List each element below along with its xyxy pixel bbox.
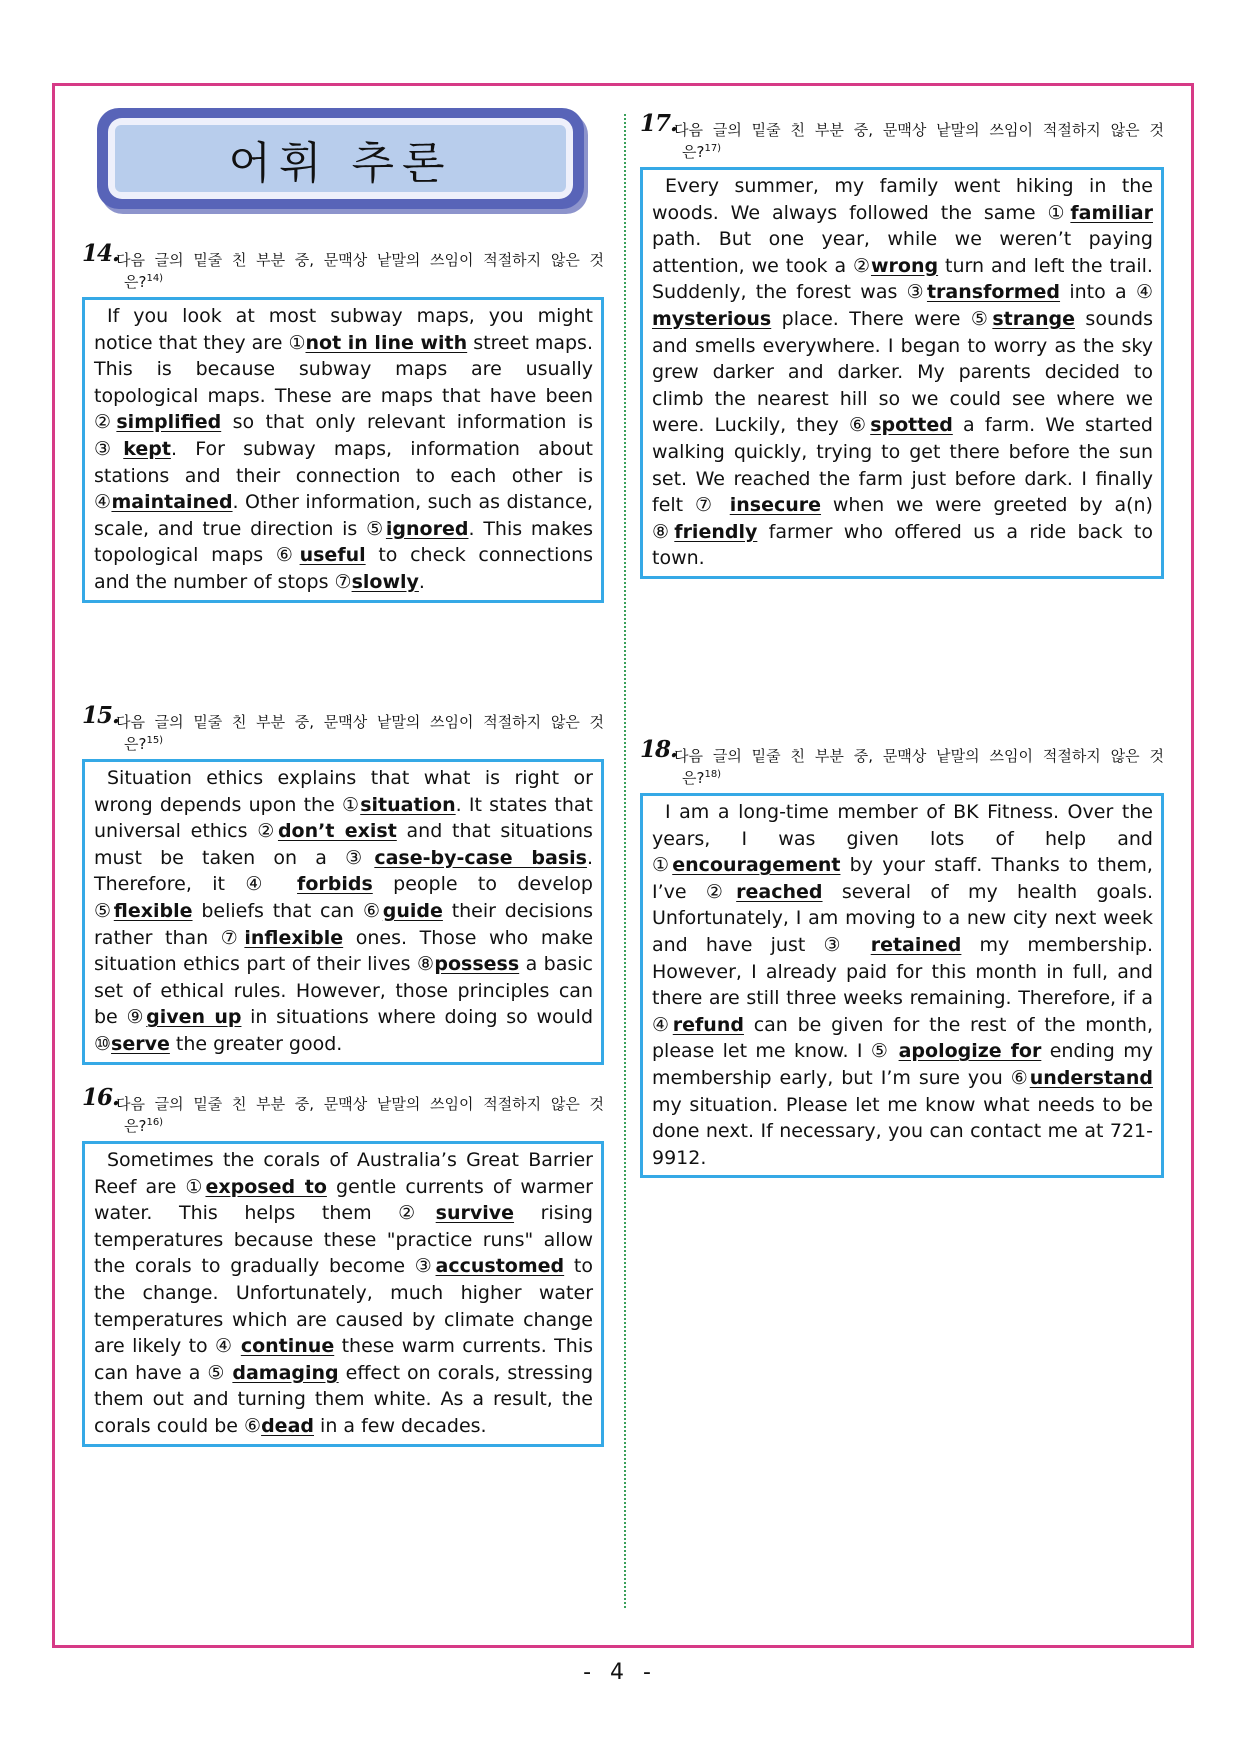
- underlined-word: slowly: [351, 570, 419, 593]
- section-title: 어휘 추론: [228, 137, 453, 189]
- choice-marker: ③: [823, 933, 853, 956]
- choice-marker: ⑥: [244, 1414, 262, 1437]
- choice-marker: ③: [414, 1255, 436, 1278]
- passage-text: in a few decades.: [314, 1414, 487, 1437]
- question-number: 17.: [640, 110, 678, 137]
- passage-box: [640, 793, 1164, 1178]
- passage-text: Every summer, my family went hiking in the woods. We always followed the same: [652, 175, 1153, 224]
- choice-marker: ②: [94, 411, 117, 434]
- choice-marker: ⑥: [362, 899, 383, 922]
- passage-text: turn and left the trail. Suddenly, the forest was: [652, 254, 1153, 304]
- choice-marker: ⑥: [275, 544, 300, 567]
- choice-marker: ④: [245, 873, 277, 896]
- question-18: [640, 736, 1164, 1178]
- banner-core: [115, 125, 566, 192]
- footnote-ref: 18): [704, 769, 722, 780]
- passage-text: ones. Those who make situation ethics part of their lives: [94, 926, 594, 976]
- underlined-word: dead: [261, 1414, 314, 1437]
- passage-box: [82, 759, 604, 1065]
- underlined-word: understand: [1029, 1066, 1153, 1089]
- question-prompt-end: 은?$^{15)}$: [124, 735, 164, 753]
- choice-marker: ⑧: [416, 953, 435, 976]
- underlined-word: given up: [146, 1006, 242, 1029]
- passage-text: farmer who offered us a ride back to town.: [652, 520, 1153, 570]
- passage-text: to check connections and the number of stops: [94, 544, 594, 593]
- column-divider: [624, 114, 626, 1608]
- choice-marker: ①: [1047, 201, 1071, 224]
- passage-text: and that situations must be taken on a: [94, 820, 593, 869]
- choice-marker: ④: [94, 491, 112, 514]
- choice-marker: ⑤: [970, 307, 993, 330]
- passage-text: effect on corals, stressing them out and turning them white. As a result, the corals could be: [94, 1361, 594, 1437]
- passage-text: .: [418, 570, 425, 593]
- question-prompt: 다음 글의 밑줄 친 부분 중, 문맥상 낱말의 쓰임이 적절하지 않은 것: [674, 121, 1164, 139]
- question-header: [82, 1084, 604, 1137]
- question-prompt-end: 은?$^{16)}$: [124, 1117, 164, 1135]
- question-prompt-end: 은?$^{17)}$: [682, 143, 722, 161]
- underlined-word: accustomed: [435, 1255, 565, 1278]
- passage-text: If you look at most subway maps, you might notice that they are: [94, 305, 593, 354]
- underlined-word: encouragement: [672, 854, 841, 877]
- passage-text: a basic set of ethical rules. However, those principles can be: [94, 953, 593, 1029]
- question-number: 14.: [82, 240, 120, 267]
- section-title-banner: [97, 108, 584, 209]
- underlined-word: useful: [299, 544, 366, 567]
- choice-marker: ⑨: [126, 1006, 147, 1029]
- underlined-word: exposed to: [205, 1175, 327, 1198]
- choice-marker: ⑤: [366, 517, 386, 540]
- passage-text: in situations where doing so would: [241, 1006, 594, 1029]
- question-header: [640, 110, 1164, 163]
- underlined-word: mysterious: [652, 307, 772, 330]
- underlined-word: ignored: [385, 517, 469, 540]
- question-header: [82, 240, 604, 293]
- passage-text: so that only relevant information is: [221, 411, 593, 434]
- passage-text: several of my health goals. Unfortunately, I am moving to a new city next week and have just: [652, 880, 1153, 956]
- underlined-word: forbids: [297, 873, 373, 896]
- choice-marker: ③: [906, 281, 927, 304]
- passage-text: my situation. Please let me know what needs to be done next. If necessary, you can contact me at 721-9912.: [652, 1093, 1153, 1169]
- passage-text: my membership. However, I already paid for this month in full, and there are still three weeks remaining. Therefore, if a: [652, 933, 1153, 1010]
- question-prompt: 다음 글의 밑줄 친 부분 중, 문맥상 낱말의 쓰임이 적절하지 않은 것: [674, 747, 1164, 765]
- underlined-word: situation: [360, 793, 456, 816]
- passage-text: to the change. Unfortunately, much higher water temperatures which are caused by climate change are likely to: [94, 1255, 593, 1358]
- passage-text: street maps. This is because subway maps are usually topological maps. These are maps that have been: [94, 331, 593, 407]
- passage-text: a farm. We started walking quickly, trying to get there before the sun set. We reached the farm just before dark. I finally felt: [652, 414, 1153, 517]
- choice-marker: ①: [288, 331, 306, 354]
- passage-box: [82, 297, 604, 603]
- underlined-word: refund: [672, 1013, 744, 1036]
- passage-text: I am a long-time member of BK Fitness. Over the years, I was given lots of help and: [652, 801, 1153, 850]
- passage-text: . This makes topological maps: [94, 517, 593, 567]
- question-prompt: 다음 글의 밑줄 친 부분 중, 문맥상 낱말의 쓰임이 적절하지 않은 것: [116, 713, 604, 731]
- passage-text: people to develop: [372, 873, 593, 896]
- question-number: 15.: [82, 702, 120, 729]
- choice-marker: ⑦: [694, 494, 718, 517]
- underlined-word: simplified: [116, 411, 222, 434]
- question-header: [82, 702, 604, 755]
- passage-text: beliefs that can: [192, 899, 363, 922]
- underlined-word: insecure: [729, 494, 822, 517]
- choice-marker: ②: [257, 820, 278, 843]
- underlined-word: reached: [736, 880, 823, 903]
- choice-marker: ⑧: [652, 520, 675, 543]
- choice-marker: ①: [341, 793, 361, 816]
- underlined-word: survive: [435, 1202, 515, 1225]
- passage-text: . It states that universal ethics: [94, 793, 593, 843]
- choice-marker: ①: [652, 854, 673, 877]
- underlined-word: not in line with: [305, 331, 468, 354]
- underlined-word: transformed: [926, 281, 1061, 304]
- underlined-word: inflexible: [244, 926, 344, 949]
- underlined-word: familiar: [1070, 201, 1153, 224]
- passage-text: these warm currents. This can have a: [94, 1335, 593, 1384]
- passage-box: [82, 1141, 604, 1447]
- underlined-word: possess: [434, 953, 520, 976]
- underlined-word: damaging: [232, 1361, 339, 1384]
- choice-marker: ④: [215, 1335, 234, 1358]
- passage-text: can be given for the rest of the month, please let me know. I: [652, 1013, 1153, 1063]
- passage-text: when we were greeted by a(n): [821, 494, 1153, 517]
- underlined-word: guide: [382, 899, 443, 922]
- underlined-word: apologize for: [898, 1040, 1042, 1063]
- passage-text: rising temperatures because these "practice runs" allow the corals to gradually become: [94, 1202, 593, 1278]
- question-14: [82, 240, 604, 603]
- choice-marker: ③: [94, 437, 124, 460]
- choice-marker: ⑤: [94, 899, 114, 922]
- underlined-word: retained: [870, 933, 962, 956]
- question-16: [82, 1084, 604, 1447]
- passage-text: path. But one year, while we weren’t paying attention, we took a: [652, 228, 1153, 277]
- choice-marker: ④: [1135, 281, 1153, 304]
- passage-text: the greater good.: [169, 1032, 343, 1055]
- choice-marker: ⑥: [1010, 1066, 1030, 1089]
- passage-text: [277, 873, 297, 895]
- underlined-word: friendly: [674, 520, 758, 543]
- passage-text: . For subway maps, information about stations and their connection to each other is: [94, 437, 593, 487]
- question-prompt: 다음 글의 밑줄 친 부분 중, 문맥상 낱말의 쓰임이 적절하지 않은 것: [116, 1095, 604, 1113]
- banner-inner: [108, 118, 573, 199]
- page-number: - 4 -: [583, 1660, 657, 1685]
- choice-marker: ①: [185, 1175, 206, 1198]
- underlined-word: maintained: [111, 491, 233, 514]
- choice-marker: ②: [853, 254, 871, 277]
- passage-text: [853, 934, 871, 956]
- choice-marker: ②: [705, 880, 737, 903]
- underlined-word: flexible: [113, 899, 193, 922]
- choice-marker: ③: [345, 846, 375, 869]
- choice-marker: ⑦: [220, 926, 245, 949]
- footnote-ref: 17): [704, 143, 722, 154]
- passage-text: . Other information, such as distance, scale, and true direction is: [94, 491, 593, 540]
- choice-marker: ②: [398, 1202, 436, 1225]
- choice-marker: ⑤: [207, 1361, 226, 1384]
- question-prompt-end: 은?$^{18)}$: [682, 769, 722, 787]
- question-prompt: 다음 글의 밑줄 친 부분 중, 문맥상 낱말의 쓰임이 적절하지 않은 것: [116, 251, 604, 269]
- underlined-word: continue: [240, 1335, 335, 1358]
- footnote-ref: 16): [146, 1117, 164, 1128]
- passage-box: [640, 167, 1164, 579]
- passage-text: Situation ethics explains that what is right or wrong depends upon the: [94, 767, 593, 816]
- underlined-word: serve: [111, 1032, 170, 1055]
- passage-text: their decisions rather than: [94, 899, 593, 949]
- underlined-word: strange: [992, 307, 1075, 330]
- question-17: [640, 110, 1164, 579]
- passage-text: [890, 1040, 898, 1062]
- footnote-ref: 15): [146, 735, 164, 746]
- choice-marker: ⑤: [870, 1040, 891, 1063]
- passage-text: [233, 1335, 240, 1357]
- choice-marker: ⑥: [848, 414, 871, 437]
- passage-text: into a: [1060, 281, 1136, 304]
- passage-text: by your staff. Thanks to them, I’ve: [652, 854, 1153, 903]
- underlined-word: kept: [123, 437, 171, 460]
- question-prompt-end: 은?$^{14)}$: [124, 273, 164, 291]
- question-header: [640, 736, 1164, 789]
- passage-text: . Therefore, it: [94, 846, 594, 896]
- underlined-word: spotted: [870, 414, 953, 437]
- passage-text: gentle currents of warmer water. This helps them: [94, 1175, 593, 1225]
- underlined-word: case-by-case basis: [374, 846, 587, 869]
- underlined-word: wrong: [870, 254, 939, 277]
- question-number: 18.: [640, 736, 678, 763]
- choice-marker: ④: [652, 1013, 673, 1036]
- passage-text: sounds and smells everywhere. I began to worry as the sky grew darker and darker. My parents decided to climb the nearest hill so we could see where we were. Luckily, they: [652, 307, 1153, 437]
- question-15: [82, 702, 604, 1065]
- question-number: 16.: [82, 1084, 120, 1111]
- footnote-ref: 14): [146, 273, 164, 284]
- passage-text: ending my membership early, but I’m sure you: [652, 1040, 1153, 1089]
- passage-text: place. There were: [771, 307, 971, 330]
- underlined-word: don’t exist: [277, 820, 397, 843]
- choice-marker: ⑩: [94, 1032, 112, 1055]
- passage-text: Sometimes the corals of Australia’s Great Barrier Reef are: [94, 1149, 593, 1198]
- choice-marker: ⑦: [334, 570, 352, 593]
- passage-text: [718, 494, 730, 516]
